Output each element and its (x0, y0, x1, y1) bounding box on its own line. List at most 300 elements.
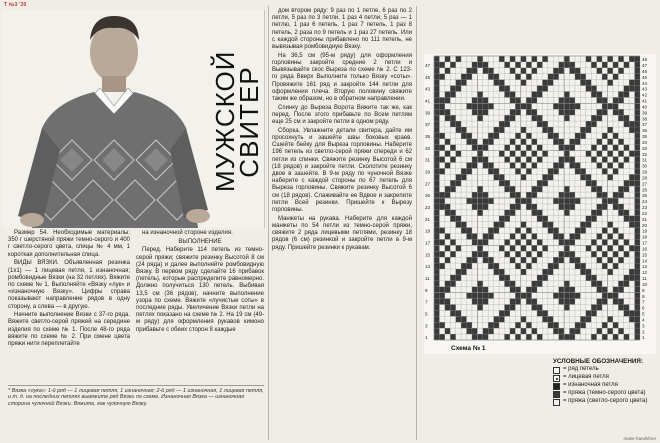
grid-cell-dark (477, 245, 482, 251)
grid-cell-dark (607, 127, 612, 133)
grid-cell-dark (597, 328, 602, 334)
grid-cell-dark (461, 174, 466, 180)
grid-cell-dark (542, 316, 547, 322)
grid-cell-dark (515, 299, 520, 305)
grid-cell-dark (542, 269, 547, 275)
grid-cell-dark (607, 80, 612, 86)
grid-cell-dark (570, 257, 575, 263)
grid-cell-dark (537, 115, 542, 121)
grid-cell-dark (618, 186, 623, 192)
row-label: 12 (642, 270, 648, 276)
row-label-left: 41 (425, 98, 431, 104)
grid-cell-dark (559, 68, 564, 74)
grid-cell-dark (510, 163, 515, 169)
grid-cell-dark (618, 139, 623, 145)
grid-cell-dark (624, 157, 629, 163)
grid-cell-dark (570, 62, 575, 68)
paragraph: на изнаночной стороне изделия. (142, 230, 233, 236)
grid-cell-dark (499, 86, 504, 92)
grid-cell-dark (537, 239, 542, 245)
row-label: 40 (642, 104, 648, 110)
paragraph: дом втором ряду: 9 раз по 1 петле, 6 раз по 2 петли, 5 раз по 3 петли, 1 раз 4 петли, 5 раз — 1 петлю, 1 раз 6 петель, 1 раз 7 петель, 1 раз 8 петель, 2 раза по 9 петель и 1 раз 27 петель. Или с каждой стороны прибавлено по 111 петель, не вывязывая ромбовидную Вязку. (272, 8, 412, 51)
grid-cell-dark (602, 251, 607, 257)
grid-cell-dark (477, 287, 482, 293)
grid-cell-dark (597, 281, 602, 287)
grid-cell-dark (477, 186, 482, 192)
grid-cell-dark (542, 86, 547, 92)
grid-cell-dark (635, 257, 640, 263)
grid-cell-dark (564, 299, 569, 305)
grid-cell-dark (618, 245, 623, 251)
grid-cell-dark (526, 145, 531, 151)
grid-cell-dark (570, 204, 575, 210)
grid-cell-dark (483, 287, 488, 293)
grid-cell-dark (537, 334, 542, 340)
grid-cell-dark (483, 251, 488, 257)
grid-cell-dark (439, 168, 444, 174)
grid-cell-dark (445, 245, 450, 251)
grid-cell-dark (445, 210, 450, 216)
grid-cell-dark (602, 74, 607, 80)
grid-cell-dark (591, 334, 596, 340)
grid-cell-dark (504, 121, 509, 127)
grid-cell-dark (472, 251, 477, 257)
grid-cell-dark (559, 251, 564, 257)
row-label-left: 9 (425, 287, 428, 293)
grid-cell-dark (586, 151, 591, 157)
grid-cell-dark (580, 269, 585, 275)
grid-cell-dark (597, 139, 602, 145)
knitting-chart (424, 54, 656, 354)
grid-cell-dark (445, 109, 450, 115)
row-label: 6 (642, 305, 645, 311)
grid-cell-dark (510, 204, 515, 210)
grid-cell-dark (635, 127, 640, 133)
grid-cell-dark (575, 139, 580, 145)
grid-cell-dark (515, 62, 520, 68)
grid-cell-dark (635, 74, 640, 80)
grid-cell-dark (618, 305, 623, 311)
row-label: 47 (642, 63, 648, 69)
grid-cell-dark (553, 103, 558, 109)
grid-cell-dark (439, 62, 444, 68)
legend-label: = лицевая петля (563, 374, 609, 381)
grid-cell-dark (548, 228, 553, 234)
grid-cell-dark (635, 210, 640, 216)
grid-cell-dark (456, 310, 461, 316)
grid-cell-dark (467, 322, 472, 328)
grid-cell-dark (450, 210, 455, 216)
grid-cell-dark (477, 109, 482, 115)
grid-cell-dark (472, 145, 477, 151)
row-label: 34 (642, 139, 648, 145)
grid-cell-dark (613, 192, 618, 198)
grid-cell-dark (532, 257, 537, 263)
row-label: 2 (642, 329, 645, 335)
grid-cell-dark (532, 305, 537, 311)
grid-cell-dark (526, 109, 531, 115)
grid-cell-dark (434, 180, 439, 186)
grid-cell-dark (607, 316, 612, 322)
grid-cell-dark (618, 257, 623, 263)
grid-cell-dark (456, 151, 461, 157)
row-label: 42 (642, 92, 648, 98)
grid-cell-dark (629, 310, 634, 316)
grid-cell-dark (618, 109, 623, 115)
grid-cell-dark (504, 62, 509, 68)
grid-cell-dark (629, 180, 634, 186)
grid-cell-dark (434, 80, 439, 86)
grid-cell-dark (564, 56, 569, 62)
grid-cell-dark (445, 186, 450, 192)
grid-cell-dark (521, 198, 526, 204)
grid-cell-dark (532, 287, 537, 293)
grid-cell-dark (434, 127, 439, 133)
grid-cell-dark (434, 334, 439, 340)
grid-cell-dark (472, 109, 477, 115)
grid-cell-dark (624, 239, 629, 245)
paragraph: Начните выполнение Вязки с 37-го ряда. Вяжите светло-серой пряжей на середине изделия по схеме № 1. После 48-го ряда вяжите по схеме № 2. При смене цвета пряжи нити переплетайте (8, 312, 130, 348)
row-label: 13 (642, 264, 648, 270)
grid-cell-dark (467, 133, 472, 139)
grid-cell-dark (434, 157, 439, 163)
row-label: 9 (642, 287, 645, 293)
grid-cell-dark (434, 328, 439, 334)
grid-cell-dark (629, 245, 634, 251)
grid-cell-dark (499, 245, 504, 251)
row-label-left: 47 (425, 63, 431, 69)
grid-cell-dark (472, 287, 477, 293)
grid-cell-dark (635, 121, 640, 127)
grid-cell-dark (613, 228, 618, 234)
grid-cell-dark (450, 145, 455, 151)
grid-cell-dark (445, 97, 450, 103)
grid-cell-dark (526, 334, 531, 340)
grid-cell-dark (434, 257, 439, 263)
grid-cell-dark (445, 204, 450, 210)
grid-cell-dark (499, 121, 504, 127)
row-label: 37 (642, 122, 648, 128)
grid-cell-dark (504, 186, 509, 192)
grid-cell-dark (434, 97, 439, 103)
grid-cell-dark (575, 133, 580, 139)
grid-cell-dark (624, 145, 629, 151)
legend-title: УСЛОВНЫЕ ОБОЗНАЧЕНИЯ: (553, 358, 644, 365)
grid-cell-dark (624, 186, 629, 192)
empty-cell-icon (553, 367, 560, 374)
grid-cell-dark (629, 222, 634, 228)
grid-cell-dark (510, 299, 515, 305)
grid-cell-dark (434, 293, 439, 299)
grid-cell-dark (553, 257, 558, 263)
grid-cell-dark (586, 222, 591, 228)
grid-cell-dark (553, 133, 558, 139)
grid-cell-dark (570, 109, 575, 115)
grid-cell-dark (559, 62, 564, 68)
legend-item (553, 374, 655, 382)
grid-cell-dark (532, 115, 537, 121)
grid-cell-dark (559, 299, 564, 305)
grid-cell-dark (591, 216, 596, 222)
grid-cell-dark (450, 281, 455, 287)
grid-cell-dark (635, 68, 640, 74)
row-label: 38 (642, 116, 648, 122)
row-label: 15 (642, 252, 648, 258)
grid-cell-dark (434, 168, 439, 174)
row-label: 16 (642, 246, 648, 252)
grid-cell-dark (434, 133, 439, 139)
grid-cell-dark (542, 275, 547, 281)
grid-cell-dark (635, 86, 640, 92)
grid-cell-dark (434, 245, 439, 251)
row-label: 27 (642, 181, 648, 187)
grid-cell-dark (629, 216, 634, 222)
grid-cell-dark (439, 133, 444, 139)
grid-cell-dark (434, 322, 439, 328)
grid-cell-dark (477, 299, 482, 305)
grid-cell-dark (575, 257, 580, 263)
grid-cell-dark (472, 257, 477, 263)
grid-cell-dark (467, 228, 472, 234)
grid-cell-dark (434, 239, 439, 245)
grid-cell-dark (494, 269, 499, 275)
grid-cell-dark (439, 145, 444, 151)
grid-cell-dark (580, 133, 585, 139)
grid-cell-dark (515, 263, 520, 269)
grid-cell-dark (456, 86, 461, 92)
grid-cell-dark (613, 293, 618, 299)
grid-cell-dark (532, 151, 537, 157)
grid-cell-dark (499, 269, 504, 275)
grid-cell-dark (635, 263, 640, 269)
grid-cell-dark (591, 86, 596, 92)
grid-cell-dark (591, 275, 596, 281)
grid-cell-dark (510, 109, 515, 115)
row-label-left: 25 (425, 193, 431, 199)
grid-cell-dark (629, 151, 634, 157)
grid-cell-dark (510, 328, 515, 334)
grid-cell-dark (515, 103, 520, 109)
grid-cell-dark (483, 109, 488, 115)
grid-cell-dark (526, 103, 531, 109)
grid-cell-dark (456, 56, 461, 62)
grid-cell-dark (580, 316, 585, 322)
grid-cell-dark (521, 151, 526, 157)
grid-cell-dark (586, 80, 591, 86)
grid-cell-dark (559, 145, 564, 151)
grid-cell-dark (510, 305, 515, 311)
grid-cell-dark (494, 263, 499, 269)
row-label: 22 (642, 210, 648, 216)
grid-cell-dark (472, 334, 477, 340)
grid-cell-dark (553, 322, 558, 328)
grid-cell-dark (488, 198, 493, 204)
grid-cell-dark (548, 269, 553, 275)
grid-cell-dark (472, 234, 477, 240)
grid-cell-dark (439, 157, 444, 163)
grid-cell-dark (635, 287, 640, 293)
grid-cell-dark (532, 299, 537, 305)
grid-cell-dark (494, 168, 499, 174)
grid-cell-dark (613, 299, 618, 305)
grid-cell-dark (467, 168, 472, 174)
grid-cell-dark (510, 287, 515, 293)
grid-cell-dark (483, 204, 488, 210)
grid-cell-dark (434, 263, 439, 269)
grid-cell-dark (548, 316, 553, 322)
grid-cell-dark (510, 192, 515, 198)
paragraph: Манжеты на рукава. Наберите для каждой манжеты по 54 петли из темно-серой пряжи, свяжите 2 ряда лицевыми петлями, резинку 18 рядов (6 см) резинкой и закройте петли в 9-м ряду. Пришейте резинки к рукавам. (272, 215, 412, 251)
grid-cell-dark (618, 299, 623, 305)
grid-cell-dark (488, 74, 493, 80)
grid-cell-dark (434, 186, 439, 192)
grid-cell-dark (575, 234, 580, 240)
grid-cell-dark (624, 275, 629, 281)
paragraph: Размер 54. Необходимые материалы: 350 г шерстяной пряжи темно-серого и 400 г светло-серого цвета, спицы № 4 мм, 1 короткая дополнительная спица. (8, 230, 130, 258)
grid-cell-dark (537, 145, 542, 151)
grid-cell-dark (575, 293, 580, 299)
grid-cell-dark (548, 133, 553, 139)
grid-cell-dark (553, 74, 558, 80)
grid-cell-dark (526, 62, 531, 68)
grid-cell-dark (504, 115, 509, 121)
legend-label: = пряжа (темно-серого цвета) (563, 390, 646, 397)
grid-cell-dark (434, 198, 439, 204)
grid-cell-dark (624, 62, 629, 68)
row-label: 8 (642, 293, 645, 299)
grid-cell-dark (515, 198, 520, 204)
row-label: 17 (642, 240, 648, 246)
grid-cell-dark (559, 334, 564, 340)
grid-cell-dark (434, 151, 439, 157)
grid-cell-dark (618, 192, 623, 198)
grid-cell-dark (445, 305, 450, 311)
grid-cell-dark (499, 174, 504, 180)
row-label: 29 (642, 169, 648, 175)
grid-cell-dark (499, 80, 504, 86)
grid-cell-dark (477, 305, 482, 311)
grid-cell-dark (553, 139, 558, 145)
grid-cell-dark (510, 56, 515, 62)
grid-cell-dark (618, 163, 623, 169)
grid-cell-dark (467, 139, 472, 145)
grid-cell-dark (537, 310, 542, 316)
grid-cell-dark (439, 228, 444, 234)
row-label: 10 (642, 281, 648, 287)
grid-cell-dark (570, 328, 575, 334)
grid-cell-dark (456, 174, 461, 180)
grid-cell-dark (510, 234, 515, 240)
cross-cell-icon (553, 383, 560, 390)
grid-cell-dark (542, 56, 547, 62)
grid-cell-dark (591, 92, 596, 98)
grid-cell-dark (607, 245, 612, 251)
grid-cell-dark (515, 145, 520, 151)
grid-cell-dark (434, 204, 439, 210)
row-label: 19 (642, 228, 648, 234)
grid-cell-dark (483, 192, 488, 198)
grid-cell-dark (635, 251, 640, 257)
grid-cell-dark (613, 109, 618, 115)
grid-cell-dark (532, 139, 537, 145)
grid-cell-dark (618, 56, 623, 62)
grid-cell-dark (450, 180, 455, 186)
grid-cell-dark (613, 133, 618, 139)
grid-cell-dark (445, 163, 450, 169)
text-column-b (136, 230, 264, 335)
grid-cell-dark (570, 198, 575, 204)
grid-cell-dark (434, 62, 439, 68)
grid-cell-dark (635, 275, 640, 281)
grid-cell-dark (613, 97, 618, 103)
grid-cell-dark (597, 299, 602, 305)
grid-cell-dark (597, 257, 602, 263)
grid-cell-dark (575, 168, 580, 174)
grid-cell-dark (467, 103, 472, 109)
grid-cell-dark (548, 263, 553, 269)
grid-cell-dark (521, 328, 526, 334)
grid-cell-dark (434, 316, 439, 322)
grid-cell-dark (570, 68, 575, 74)
grid-cell-dark (580, 263, 585, 269)
grid-cell-dark (515, 192, 520, 198)
paragraph: Спинку до Выреза Ворота Вяжите так же, как перед. После этого прибавьте по Всем петлям еще 25 см и закройте петли в одном ряду. (272, 104, 412, 126)
grid-cell-dark (467, 198, 472, 204)
grid-cell-dark (575, 198, 580, 204)
grid-cell-dark (515, 228, 520, 234)
grid-cell-dark (635, 115, 640, 121)
grid-cell-dark (591, 186, 596, 192)
grid-cell-dark (439, 239, 444, 245)
grid-cell-dark (445, 328, 450, 334)
grid-cell-dark (575, 103, 580, 109)
grid-cell-dark (542, 151, 547, 157)
grid-cell-dark (635, 234, 640, 240)
row-label: 36 (642, 128, 648, 134)
grid-cell-dark (445, 257, 450, 263)
grid-cell-dark (597, 234, 602, 240)
grid-cell-dark (635, 293, 640, 299)
grid-cell-dark (450, 239, 455, 245)
grid-cell-dark (635, 186, 640, 192)
grid-cell-dark (602, 133, 607, 139)
grid-cell-dark (564, 245, 569, 251)
row-label: 21 (642, 216, 648, 222)
grid-cell-dark (461, 228, 466, 234)
grid-cell-dark (570, 299, 575, 305)
legend-label: = пряжа (светло-серого цвета) (563, 398, 648, 405)
grid-cell-dark (537, 210, 542, 216)
grid-cell-dark (477, 204, 482, 210)
grid-cell-dark (526, 239, 531, 245)
grid-cell-dark (488, 293, 493, 299)
row-label-left: 1 (425, 335, 428, 341)
grid-cell-dark (591, 62, 596, 68)
grid-cell-dark (472, 62, 477, 68)
grid-cell-dark (488, 133, 493, 139)
grid-cell-dark (635, 133, 640, 139)
grid-cell-dark (526, 133, 531, 139)
grid-cell-dark (494, 316, 499, 322)
grid-cell-dark (434, 68, 439, 74)
grid-cell-dark (467, 163, 472, 169)
grid-cell-dark (439, 299, 444, 305)
grid-cell-dark (510, 92, 515, 98)
grid-cell-dark (564, 151, 569, 157)
grid-cell-dark (575, 228, 580, 234)
grid-cell-dark (456, 80, 461, 86)
row-label-left: 35 (425, 134, 431, 140)
